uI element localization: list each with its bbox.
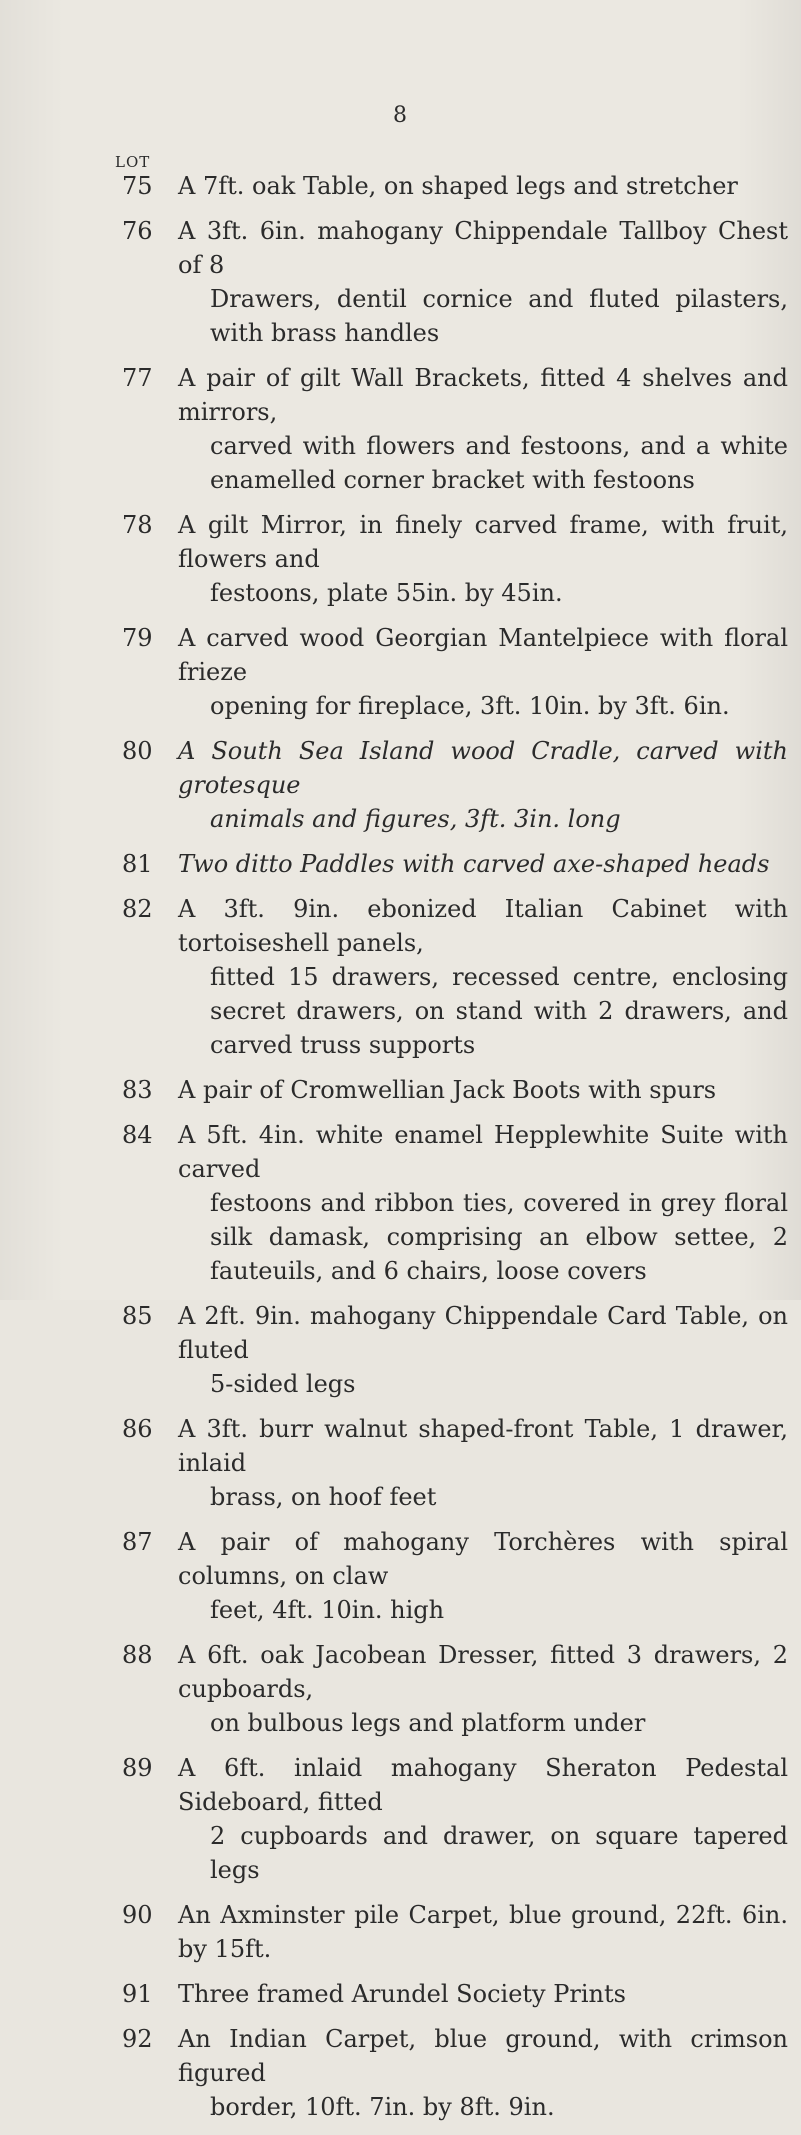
lot-entry (0, 892, 801, 1062)
lot-description: A pair of gilt Wall Brackets, fitted 4 shelves and mirrors, carved with flowers and festoons, and a white enamelled corner bracket with festoons (178, 364, 788, 494)
lot-description: A 6ft. inlaid mahogany Sheraton Pedestal Sideboard, fitted 2 cupboards and drawer, on square tapered legs (178, 1754, 788, 1884)
lot-number: 84 (122, 1121, 153, 1149)
lot-entry (0, 1412, 801, 1514)
lot-description: A South Sea Island wood Cradle, carved with grotesque animals and figures, 3ft. 3in. long (178, 737, 788, 833)
lot-number: 90 (122, 1901, 153, 1929)
lot-entry (0, 1299, 801, 1401)
lot-column-header: LOT (115, 153, 151, 171)
lot-description: Three framed Arundel Society Prints (178, 1980, 626, 2008)
lot-entry (0, 2022, 801, 2124)
lot-number: 88 (122, 1641, 153, 1669)
lot-number: 82 (122, 895, 153, 923)
lot-number: 80 (122, 737, 153, 765)
lot-description: A 3ft. 9in. ebonized Italian Cabinet with tortoiseshell panels, fitted 15 drawers, recessed centre, enclosing secret drawers, on stand with 2 drawers, and carved truss supports (178, 895, 788, 1059)
lot-number: 92 (122, 2025, 153, 2053)
lot-entry (0, 1073, 801, 1107)
lot-description: A 2ft. 9in. mahogany Chippendale Card Table, on fluted 5-sided legs (178, 1302, 788, 1398)
lot-entry (0, 1525, 801, 1627)
lot-entry (0, 508, 801, 610)
lot-description: A carved wood Georgian Mantelpiece with floral frieze opening for fireplace, 3ft. 10in. by 3ft. 6in. (178, 624, 788, 720)
lot-entry (0, 1977, 801, 2011)
lot-description: A 5ft. 4in. white enamel Hepplewhite Suite with carved festoons and ribbon ties, covered in grey floral silk damask, comprising an elbow settee, 2 fauteuils, and 6 chairs, loose covers (178, 1121, 788, 1285)
lot-entry (0, 847, 801, 881)
lot-description: A 3ft. burr walnut shaped-front Table, 1 drawer, inlaid brass, on hoof feet (178, 1415, 788, 1511)
lot-entry (0, 1638, 801, 1740)
lot-description: A pair of mahogany Torchères with spiral columns, on claw feet, 4ft. 10in. high (178, 1528, 788, 1624)
lot-number: 89 (122, 1754, 153, 1782)
lot-number: 76 (122, 217, 153, 245)
lot-number: 77 (122, 364, 153, 392)
lot-entry (0, 1898, 801, 1966)
lot-entry (0, 734, 801, 836)
lot-entry (0, 1118, 801, 1288)
lot-description: An Indian Carpet, blue ground, with crimson figured border, 10ft. 7in. by 8ft. 9in. (178, 2025, 788, 2121)
lot-entry (0, 361, 801, 497)
lot-number: 85 (122, 1302, 153, 1330)
lot-description: A 7ft. oak Table, on shaped legs and stretcher (178, 172, 738, 200)
lot-number: 81 (122, 850, 153, 878)
lot-number: 91 (122, 1980, 153, 2008)
lot-description: A 3ft. 6in. mahogany Chippendale Tallboy Chest of 8 Drawers, dentil cornice and fluted pilasters, with brass handles (178, 217, 788, 347)
lot-description: A pair of Cromwellian Jack Boots with spurs (178, 1076, 717, 1104)
lot-number: 78 (122, 511, 153, 539)
lot-description: A gilt Mirror, in finely carved frame, with fruit, flowers and festoons, plate 55in. by 45in. (178, 511, 788, 607)
lot-entry (0, 1751, 801, 1887)
lot-entry (0, 169, 801, 203)
lot-number: 75 (122, 172, 153, 200)
lot-description: An Axminster pile Carpet, blue ground, 22ft. 6in. by 15ft. (178, 1901, 788, 1963)
page-number: 8 (393, 103, 407, 128)
lot-entry (0, 621, 801, 723)
lot-number: 87 (122, 1528, 153, 1556)
lot-number: 79 (122, 624, 153, 652)
lot-entry (0, 214, 801, 350)
lot-list (0, 169, 801, 2135)
lot-number: 83 (122, 1076, 153, 1104)
lot-number: 86 (122, 1415, 153, 1443)
lot-description: A 6ft. oak Jacobean Dresser, fitted 3 drawers, 2 cupboards, on bulbous legs and platform under (178, 1641, 788, 1737)
lot-description: Two ditto Paddles with carved axe-shaped heads (178, 850, 770, 878)
